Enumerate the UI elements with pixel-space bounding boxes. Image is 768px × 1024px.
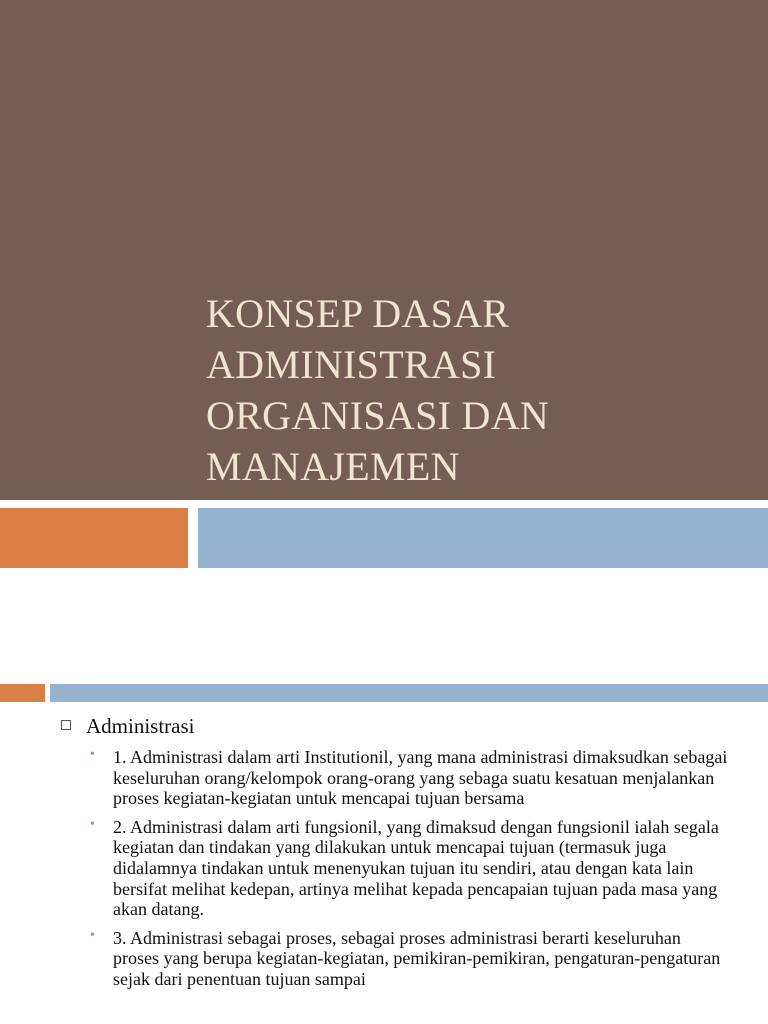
title-line: ADMINISTRASI bbox=[206, 342, 497, 387]
dot-bullet-icon: • bbox=[90, 816, 95, 832]
accent-bar-orange bbox=[0, 684, 45, 702]
accent-bar-blue bbox=[50, 684, 768, 702]
bullet-list bbox=[0, 710, 768, 990]
list-item-heading bbox=[0, 713, 768, 739]
title-line: ORGANISASI DAN bbox=[206, 393, 550, 438]
accent-bar-blue bbox=[198, 508, 768, 568]
content-slide bbox=[0, 576, 768, 1024]
list-item-text: 2. Administrasi dalam arti fungsionil, yang dimaksud dengan fungsionil ialah segala kegiatan dan tindakan yang dilakukan untuk mencapai tujuan (termasuk juga didalamnya tindakan untuk menenyukan tujuan itu sendiri, atau dengan kata lain bersifat melihat kedepan, artinya melihat kepada pencapaian tujuan pada masa yang akan datang. bbox=[113, 816, 719, 920]
list-item-text: 3. Administrasi sebagai proses, sebagai proses administrasi berarti keseluruhan proses yang berupa kegiatan-kegiatan, pemikiran-pemikiran, pengaturan-pengaturan sejak dari penentuan tujuan sampai bbox=[113, 927, 721, 989]
dot-bullet-icon: • bbox=[90, 927, 95, 943]
title-line: MANAJEMEN bbox=[206, 444, 460, 489]
title-panel bbox=[0, 0, 768, 500]
slide-title bbox=[206, 288, 726, 492]
list-item bbox=[0, 747, 768, 809]
accent-bar-orange bbox=[0, 508, 188, 568]
title-line: KONSEP DASAR bbox=[206, 291, 510, 336]
dot-bullet-icon: • bbox=[90, 747, 95, 762]
heading-text: Administrasi bbox=[86, 714, 195, 738]
square-bullet-icon bbox=[61, 720, 71, 730]
list-item bbox=[0, 928, 768, 990]
list-item bbox=[0, 817, 768, 920]
list-item-text: 1. Administrasi dalam arti Institutionil, yang mana administrasi dimaksudkan sebagai keseluruhan orang/kelompok orang-orang yang sebaga suatu kesatuan menjalankan proses kegiatan-kegiatan untuk mencapai tujuan bersama bbox=[113, 747, 728, 809]
